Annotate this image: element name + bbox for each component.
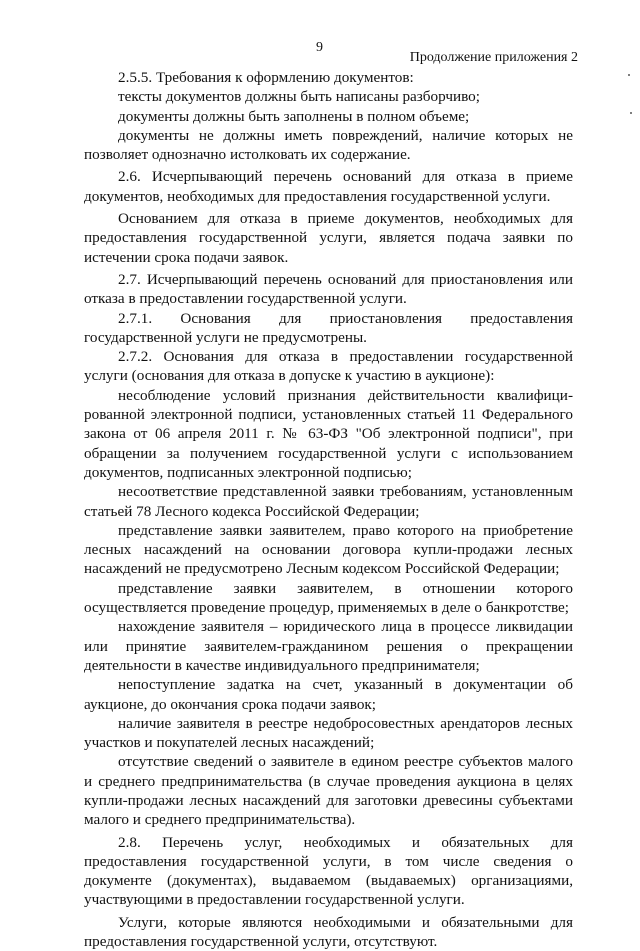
paragraph: документы должны быть заполнены в полном объеме; — [118, 107, 470, 125]
paragraph: 2.7.1. Основания для приостановления предоставления государственной услуги не предусмотрены. — [84, 309, 573, 346]
paragraph: документы не должны иметь повреждений, наличие которых не позволяет однозначно истолковать их содержание. — [84, 126, 573, 164]
paragraph: несоблюдение условий признания действительности квалифицированной электронной подписи, установленных статьей 11 Федерального закона от 06 апреля 2011 г. № 63-ФЗ "Об электронной подписи", при обращении за получением государственной услуги с использованием документов, подписанных электронной подписью; — [84, 386, 573, 481]
paragraph: отсутствие сведений о заявителе в едином реестре субъектов малого и среднего предпринимательства (в случае проведения аукциона в целях купли-продажи лесных насаждений для заготовки древесины субъектами малого и среднего предпринимательства). — [84, 753, 573, 829]
paragraph: представление заявки заявителем, в отношении которого осуществляется проведение процедур, применяемых в деле о банкротстве; — [84, 579, 573, 617]
document-body — [84, 68, 573, 951]
paragraph: нахождение заявителя – юридического лица в процессе ликвидации или принятие заявителем-гражданином решения о прекращении деятельности в качестве индивидуального предпринимателя; — [84, 618, 573, 674]
paragraph: тексты документов должны быть написаны разборчиво; — [118, 88, 480, 106]
paragraph: непоступление задатка на счет, указанный в документации об аукционе, до окончания срока подачи заявок; — [84, 676, 573, 713]
paragraph: 2.5.5. Требования к оформлению документов: — [118, 69, 414, 86]
paragraph: представление заявки заявителем, право которого на приобретение лесных насаждений на основании договора купли-продажи лесных насаждений не предусмотрено Лесным кодексом Российской Федерации; — [84, 521, 573, 578]
paragraph: 2.7.2. Основания для отказа в предоставлении государственной услуги (основания для отказа в допуске к участию в аукционе): — [84, 348, 573, 385]
paragraph: 2.7. Исчерпывающий перечень оснований для приостановления или отказа в предоставлении государственной услуги. — [84, 270, 573, 308]
paragraph: 2.8. Перечень услуг, необходимых и обязательных для предоставления государственной услуги, в том числе сведения о документе (документах), выдаваемом (выдаваемых) организациями, участвующими в предоставлении государственной услуги. — [84, 833, 573, 909]
scan-speck — [630, 112, 632, 114]
continuation-header: Продолжение приложения 2 — [409, 50, 578, 65]
paragraph: Услуги, которые являются необходимыми и обязательными для предоставления государственной услуги, отсутствуют. — [84, 913, 573, 951]
paragraph: 2.6. Исчерпывающий перечень оснований для отказа в приеме документов, необходимых для предоставления государственной услуги. — [84, 168, 573, 205]
page-number: 9 — [316, 40, 323, 55]
scan-speck — [628, 74, 630, 76]
paragraph: несоответствие представленной заявки требованиям, установленным статьей 78 Лесного кодекса Российской Федерации; — [84, 483, 573, 520]
paragraph: наличие заявителя в реестре недобросовестных арендаторов лесных участков и покупателей лесных насаждений; — [84, 714, 573, 752]
paragraph: Основанием для отказа в приеме документов, необходимых для предоставления государственной услуги, является подача заявки по истечении срока подачи заявок. — [84, 210, 573, 266]
